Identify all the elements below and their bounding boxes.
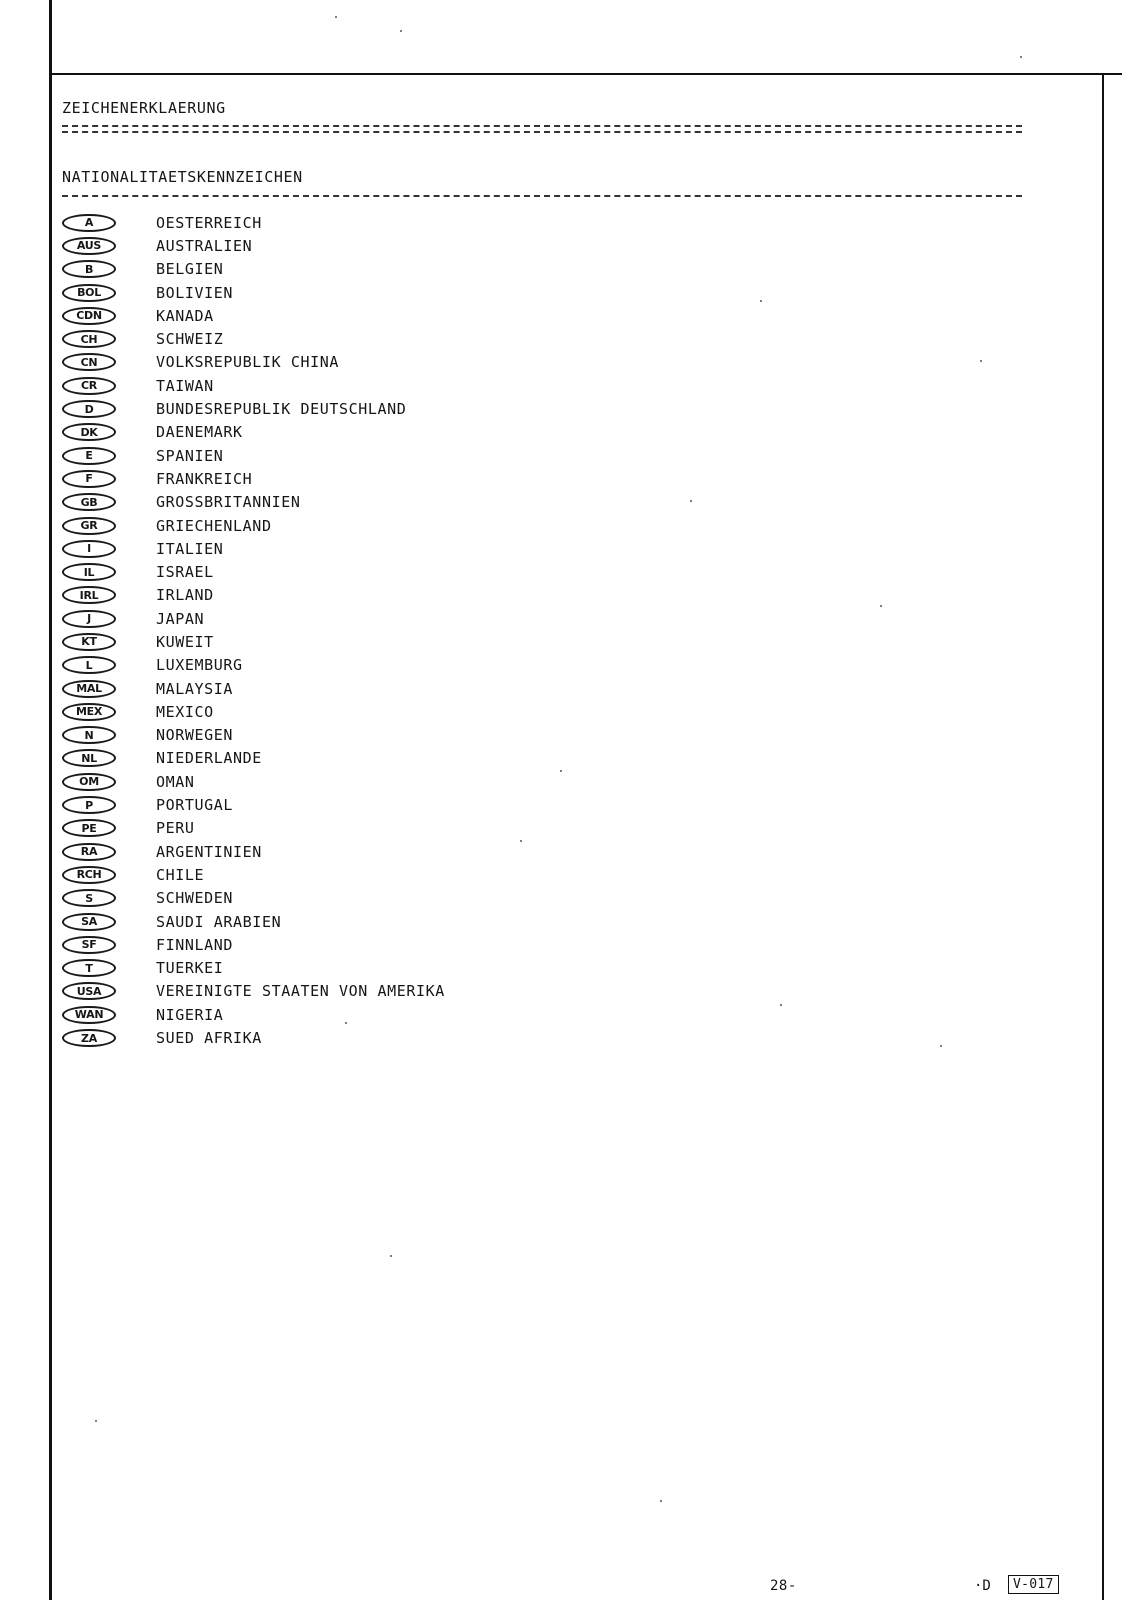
country-name: VOLKSREPUBLIK CHINA [156, 353, 339, 372]
country-name: DAENEMARK [156, 423, 243, 442]
country-name: FRANKREICH [156, 469, 253, 488]
legend-item [60, 654, 445, 677]
nationality-code-badge: RA [62, 843, 116, 861]
nationality-code-badge: CH [62, 330, 116, 348]
nationality-code-badge: IRL [62, 586, 116, 604]
section-title: NATIONALITAETSKENNZEICHEN [62, 168, 303, 186]
scan-speck [760, 300, 762, 302]
legend-item [60, 770, 445, 793]
nationality-code-badge: I [62, 540, 116, 558]
page-title: ZEICHENERKLAERUNG [62, 99, 226, 117]
legend-item [60, 724, 445, 747]
legend-item [60, 607, 445, 630]
legend-item [60, 677, 445, 700]
dashed-divider [62, 195, 1022, 197]
legend-item [60, 747, 445, 770]
legend-item [60, 467, 445, 490]
legend-item [60, 817, 445, 840]
country-name: MALAYSIA [156, 679, 234, 698]
nationality-code-badge: DK [62, 423, 116, 441]
nationality-code-badge: GB [62, 493, 116, 511]
nationality-code-badge: S [62, 889, 116, 907]
country-name: VEREINIGTE STAATEN VON AMERIKA [156, 982, 445, 1001]
country-name: MEXICO [156, 702, 214, 721]
document-code-box: V-017 [1008, 1575, 1059, 1594]
nationality-code-badge: RCH [62, 866, 116, 884]
legend-item [60, 1003, 445, 1026]
country-name: LUXEMBURG [156, 656, 243, 675]
legend-item [60, 630, 445, 653]
country-name: SAUDI ARABIEN [156, 912, 282, 931]
legend-item [60, 887, 445, 910]
country-name: OMAN [156, 772, 195, 791]
nationality-code-badge: OM [62, 773, 116, 791]
nationality-code-badge: KT [62, 633, 116, 651]
scan-speck [1020, 56, 1022, 58]
country-name: FINNLAND [156, 935, 234, 954]
nationality-code-badge: F [62, 470, 116, 488]
legend-item [60, 840, 445, 863]
legend-item [60, 910, 445, 933]
country-name: OESTERREICH [156, 213, 262, 232]
nationality-code-badge: ZA [62, 1029, 116, 1047]
legend-item [60, 374, 445, 397]
nationality-code-badge: GR [62, 517, 116, 535]
country-name: SPANIEN [156, 446, 224, 465]
country-name: KUWEIT [156, 632, 214, 651]
legend-item [60, 258, 445, 281]
legend-item [60, 304, 445, 327]
scan-speck [520, 840, 522, 842]
legend-item [60, 933, 445, 956]
scan-speck [95, 1420, 97, 1422]
legend-item [60, 211, 445, 234]
legend-item [60, 234, 445, 257]
country-name: AUSTRALIEN [156, 236, 253, 255]
nationality-code-list [60, 211, 445, 1050]
scan-speck [690, 500, 692, 502]
document-letter: ·D [974, 1578, 991, 1594]
legend-item [60, 421, 445, 444]
country-name: KANADA [156, 306, 214, 325]
country-name: BUNDESREPUBLIK DEUTSCHLAND [156, 400, 407, 419]
page-number: 28- [770, 1578, 797, 1594]
nationality-code-badge: NL [62, 749, 116, 767]
legend-item [60, 444, 445, 467]
scan-speck [560, 770, 562, 772]
nationality-code-badge: IL [62, 563, 116, 581]
nationality-code-badge: B [62, 260, 116, 278]
nationality-code-badge: CN [62, 353, 116, 371]
scan-speck [400, 30, 402, 32]
legend-item [60, 351, 445, 374]
country-name: SCHWEDEN [156, 889, 234, 908]
country-name: ARGENTINIEN [156, 842, 262, 861]
nationality-code-badge: P [62, 796, 116, 814]
country-name: JAPAN [156, 609, 205, 628]
legend-item [60, 514, 445, 537]
nationality-code-badge: N [62, 726, 116, 744]
country-name: BELGIEN [156, 260, 224, 279]
legend-item [60, 957, 445, 980]
country-name: NIEDERLANDE [156, 749, 262, 768]
country-name: TUERKEI [156, 959, 224, 978]
country-name: IRLAND [156, 586, 214, 605]
nationality-code-badge: CR [62, 377, 116, 395]
nationality-code-badge: BOL [62, 284, 116, 302]
scan-speck [390, 1255, 392, 1257]
legend-item [60, 491, 445, 514]
nationality-code-badge: SF [62, 936, 116, 954]
nationality-code-badge: MAL [62, 680, 116, 698]
country-name: BOLIVIEN [156, 283, 234, 302]
scan-speck [880, 605, 882, 607]
country-name: GROSSBRITANNIEN [156, 493, 301, 512]
nationality-code-badge: J [62, 610, 116, 628]
legend-item [60, 980, 445, 1003]
scan-speck [345, 1022, 347, 1024]
country-name: ITALIEN [156, 539, 224, 558]
legend-item [60, 537, 445, 560]
country-name: SUED AFRIKA [156, 1029, 262, 1048]
nationality-code-badge: A [62, 214, 116, 232]
double-dashed-divider [62, 125, 1022, 133]
nationality-code-badge: CDN [62, 307, 116, 325]
frame-top-rule [49, 73, 1122, 75]
nationality-code-badge: WAN [62, 1006, 116, 1024]
scan-speck [940, 1045, 942, 1047]
legend-item [60, 281, 445, 304]
country-name: TAIWAN [156, 376, 214, 395]
legend-item [60, 560, 445, 583]
frame-right-border [1102, 75, 1104, 1600]
country-name: SCHWEIZ [156, 330, 224, 349]
legend-item [60, 397, 445, 420]
country-name: NORWEGEN [156, 726, 234, 745]
nationality-code-badge: MEX [62, 703, 116, 721]
nationality-code-badge: PE [62, 819, 116, 837]
nationality-code-badge: E [62, 447, 116, 465]
country-name: ISRAEL [156, 563, 214, 582]
scan-speck [335, 16, 337, 18]
legend-item [60, 863, 445, 886]
legend-item [60, 327, 445, 350]
legend-item [60, 793, 445, 816]
scan-speck [980, 360, 982, 362]
country-name: GRIECHENLAND [156, 516, 272, 535]
legend-item [60, 1026, 445, 1049]
nationality-code-badge: L [62, 656, 116, 674]
nationality-code-badge: D [62, 400, 116, 418]
country-name: PORTUGAL [156, 796, 234, 815]
nationality-code-badge: AUS [62, 237, 116, 255]
nationality-code-badge: T [62, 959, 116, 977]
frame-left-border [49, 0, 52, 1600]
nationality-code-badge: USA [62, 982, 116, 1000]
country-name: PERU [156, 819, 195, 838]
scan-speck [660, 1500, 662, 1502]
legend-item [60, 700, 445, 723]
country-name: CHILE [156, 865, 205, 884]
country-name: NIGERIA [156, 1005, 224, 1024]
nationality-code-badge: SA [62, 913, 116, 931]
scan-speck [780, 1004, 782, 1006]
legend-item [60, 584, 445, 607]
